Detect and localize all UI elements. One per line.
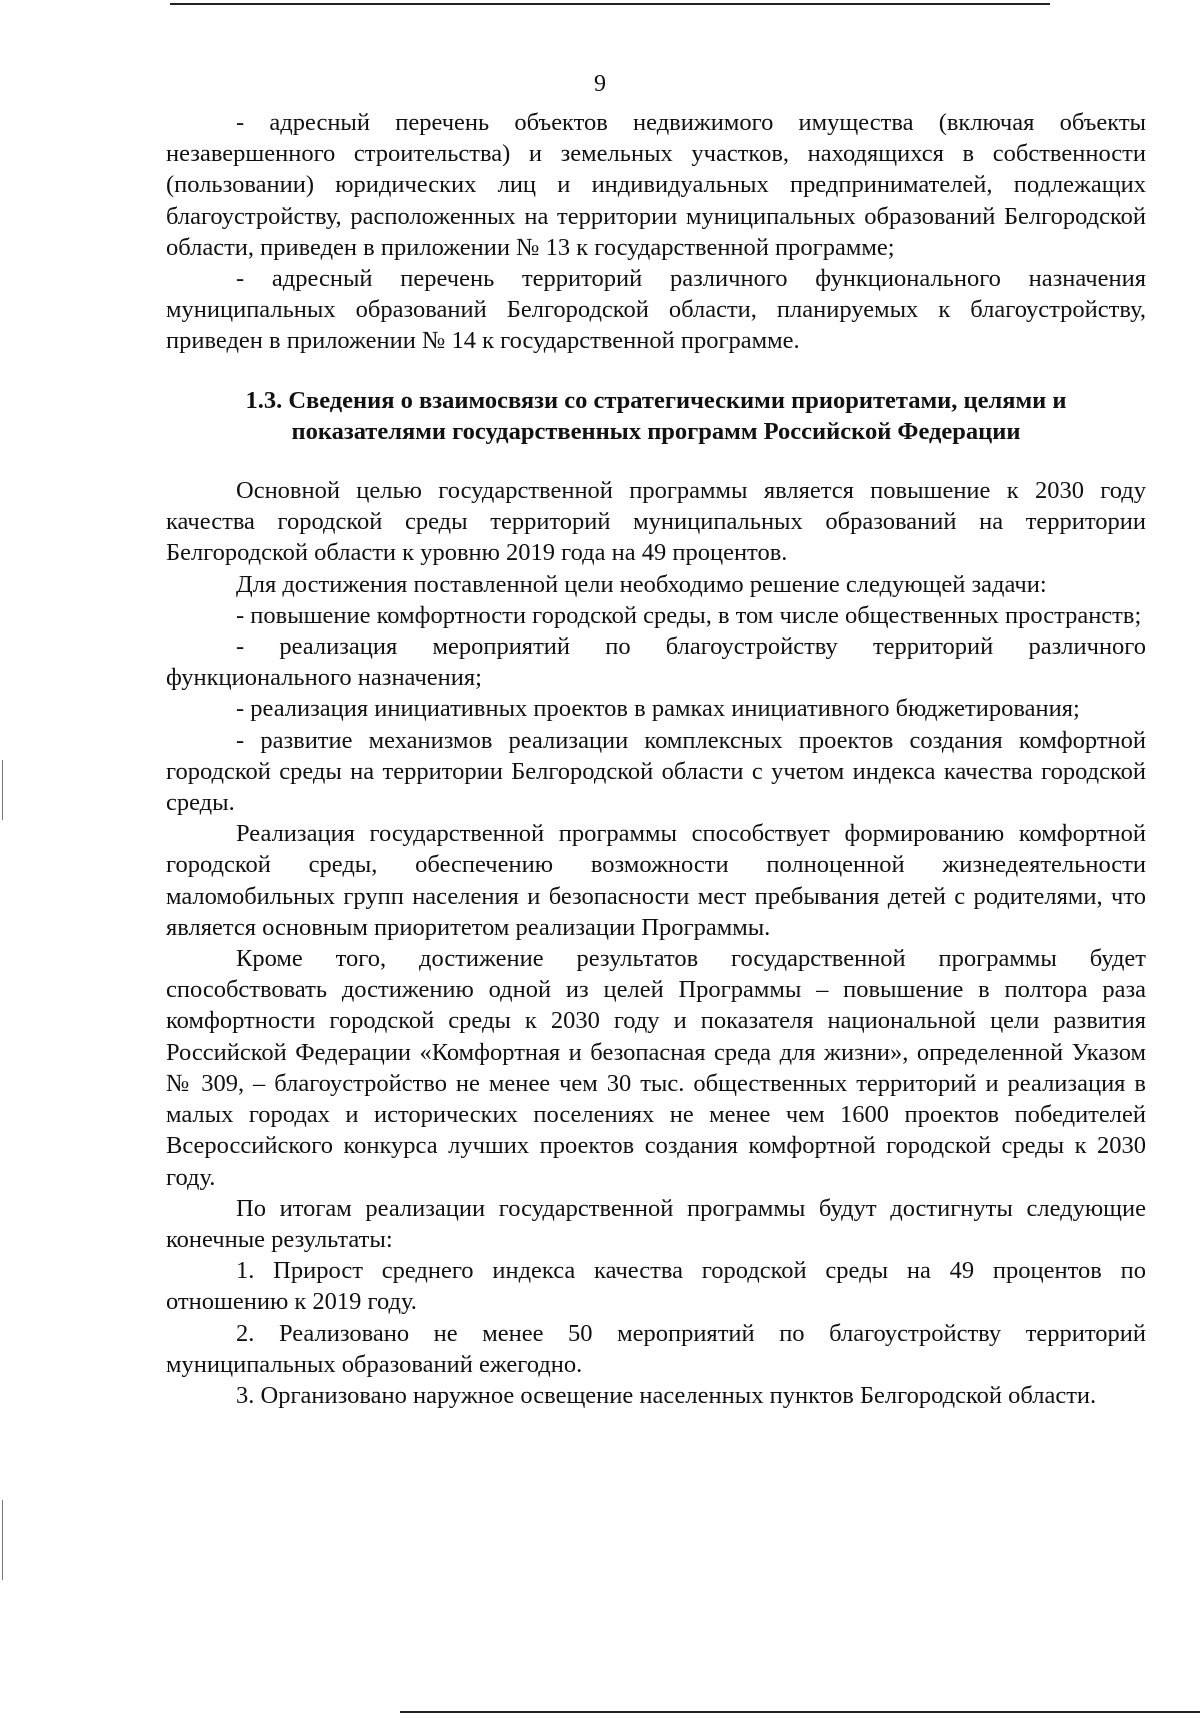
result-item: 2. Реализовано не менее 50 мероприятий по благоустройству территорий муниципальных образований ежегодно. [166,1319,1146,1378]
scan-top-edge [170,3,1050,5]
paragraph: Реализация государственной программы способствует формированию комфортной городской среды, обеспечению возможности полноценной жизнедеятельности маломобильных групп населения и безопасности мест пребывания детей с родителями, что является основным приоритетом реализации Программы. [166,820,1146,941]
page-number: 9 [594,71,606,97]
paragraph: Для достижения поставленной цели необходимо решение следующей задачи: [236,570,1047,598]
paragraph: - адресный перечень территорий различного функционального назначения муниципальных образований Белгородской области, планируемых к благоустройству, приведен в приложении № 14 к государственной программе. [166,265,1146,355]
paragraph: - адресный перечень объектов недвижимого имущества (включая объекты незавершенного строительства) и земельных участков, находящихся в собственности (пользовании) юридических лиц и индивидуальных предпринимателей, подлежащих благоустройству, расположенных на территории муниципальных образований Белгородской области, приведен в приложении № 13 к государственной программе; [166,109,1146,261]
list-item: - повышение комфортности городской среды, в том числе общественных пространств; [236,601,1142,629]
paragraph: Основной целью государственной программы является повышение к 2030 году качества городской среды территорий муниципальных образований на территории Белгородской области к уровню 2019 года на 49 процентов. [166,477,1146,567]
list-item: - реализация инициативных проектов в рамках инициативного бюджетирования; [236,695,1080,723]
list-item: - развитие механизмов реализации комплексных проектов создания комфортной городской среды на территории Белгородской области с учетом индекса качества городской среды. [166,726,1146,817]
section-heading: 1.3. Сведения о взаимосвязи со стратегическими приоритетами, целями и показателями государственных программ Российской Федерации [245,386,1067,445]
result-item: 1. Прирост среднего индекса качества городской среды на 49 процентов по отношению к 2019 году. [166,1257,1146,1316]
list-item: - реализация мероприятий по благоустройству территорий различного функционального назначения; [166,633,1146,692]
paragraph: По итогам реализации государственной программы будут достигнуты следующие конечные результаты: [166,1194,1146,1253]
document-body [166,107,1146,1411]
scan-bottom-edge [400,1711,1200,1713]
scan-margin-line [2,760,3,820]
result-item: 3. Организовано наружное освещение населенных пунктов Белгородской области. [236,1381,1097,1409]
scan-margin-line [2,1500,3,1580]
paragraph: Кроме того, достижение результатов государственной программы будет способствовать достижению одной из целей Программы – повышение в полтора раза комфортности городской среды к 2030 году и показателя национальной цели развития Российской Федерации «Комфортная и безопасная среда для жизни», определенной Указом № 309, – благоустройство не менее чем 30 тыс. общественных территорий и реализация в малых городах и исторических поселениях не менее чем 1600 проектов победителей Всероссийского конкурса лучших проектов создания комфортной городской среды к 2030 году. [166,945,1146,1191]
